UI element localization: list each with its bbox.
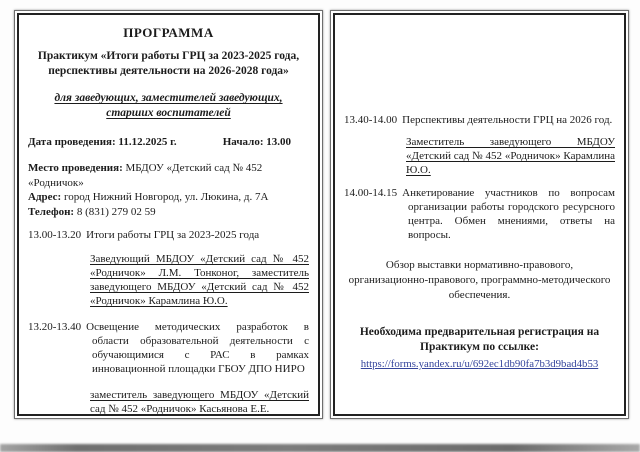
agenda-speaker: заместитель заведующего МБДОУ «Детский сад № 452 «Родничок» Касьянова Е.Е. xyxy=(90,389,309,415)
agenda-speaker: Заведующий МБДОУ «Детский сад № 452 «Родничок» Л.М. Тонконог, заместитель заведующего МБДОУ «Детский сад № 452 «Родничок» Карамлина Ю.О. xyxy=(90,253,309,307)
program-left-page xyxy=(14,10,323,419)
exhibition-note: Обзор выставки нормативно-правового, организационно-правового, программно-методического обеспечения. xyxy=(348,259,611,301)
phone-line: Телефон: 8 (831) 279 02 59 xyxy=(28,205,156,218)
agenda-text: Перспективы деятельности ГРЦ на 2026 год. xyxy=(402,114,613,126)
program-subtitle: Практикум «Итоги работы ГРЦ за 2023-2025 года, перспективы деятельности на 2026-2028 года» xyxy=(37,50,300,77)
page-title: ПРОГРАММА xyxy=(123,25,214,40)
date-row xyxy=(28,135,309,149)
venue-line: Место проведения: МБДОУ «Детский сад № 452 «Родничок» xyxy=(28,162,263,189)
agenda-text: Итоги работы ГРЦ за 2023-2025 года xyxy=(86,229,260,241)
agenda-item xyxy=(344,113,615,127)
agenda-time: 13.00-13.20 xyxy=(28,229,82,241)
agenda-text: Анкетирование участников по вопросам организации работы городского ресурсного центра. Обмен мнениями, ответы на вопросы. xyxy=(402,187,615,241)
audience-line: для заведующих, заместителей заведующих, старших воспитателей xyxy=(54,92,283,119)
event-date: Дата проведения: 11.12.2025 г. xyxy=(28,136,177,148)
agenda-time: 13.40-14.00 xyxy=(344,114,398,126)
registration-note: Необходима предварительная регистрация на Практикум по ссылке: xyxy=(359,326,600,353)
address-line: Адрес: город Нижний Новгород, ул. Люкина, д. 7А xyxy=(28,191,269,203)
scan-artifact-band xyxy=(0,444,640,452)
program-right-content xyxy=(333,13,626,416)
registration-link-row xyxy=(344,357,615,371)
agenda-item xyxy=(28,228,309,242)
agenda-item xyxy=(344,186,615,242)
agenda-text: Освещение методических разработок в области образовательной деятельности с обучающимися с РАС в рамках инновационной площадки ГБОУ ДПО НИРО xyxy=(86,321,309,375)
agenda-item xyxy=(28,320,309,376)
registration-link[interactable]: https://forms.yandex.ru/u/692ec1db90fa7b3d9bad4b53 xyxy=(360,358,599,370)
agenda-time: 13.20-13.40 xyxy=(28,321,82,333)
program-right-page xyxy=(330,10,629,419)
venue-block xyxy=(28,161,309,219)
event-start-time: Начало: 13.00 xyxy=(222,136,291,148)
agenda-speaker: Заместитель заведующего МБДОУ «Детский сад № 452 «Родничок» Карамлина Ю.О. xyxy=(406,136,615,176)
program-left-content xyxy=(17,13,320,416)
agenda-time: 14.00-14.15 xyxy=(344,187,398,199)
